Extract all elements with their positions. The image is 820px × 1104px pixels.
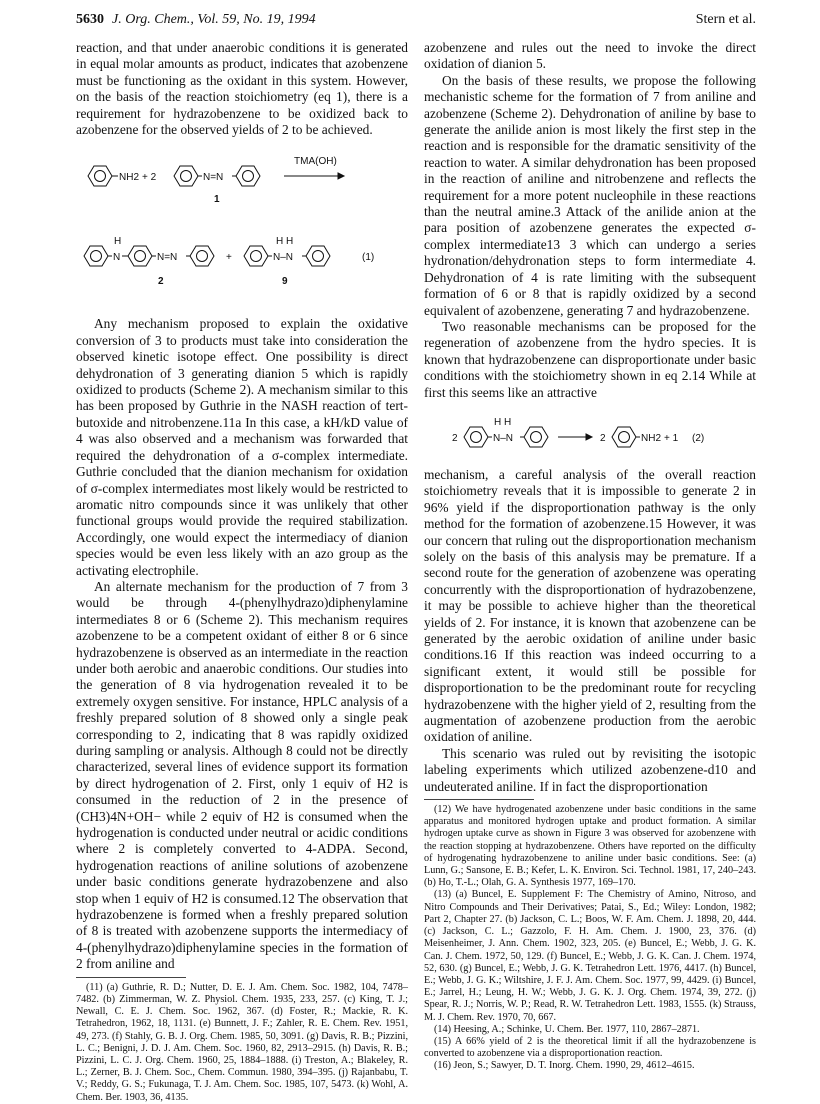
- benzene-ring-2c: [190, 246, 214, 266]
- right-paragraph-2: On the basis of these results, we propose the following mechanistic scheme for the formation of 7 from aniline and azobenzene (Scheme 2). Dehydronation of aniline by base to generate the anilide anion is most likely the first step in the reaction and is responsible for the dramatic sensitivity of the reaction to water. A similar dehydronation has been proposed in the reaction of aniline and nitrobenzene and reflects the requirement for a more potent nucleophile in these reactions than the neutral amine.3 Attack of the anilide anion at the para position of azobenzene generates the expected σ-complex intermediate13 3 which can undergo a series hydronation/dehydronation steps to form intermediate 4. Dehydronation of 4 is rate limiting with the subsequent formation of 6 or 8 that is rapidly oxidized by a second equivalent of azobenzene, generating 7 and hydrazobenzene.: [424, 72, 756, 318]
- reaction-scheme-eq1: [76, 146, 408, 306]
- azo-label-2: N=N: [157, 252, 178, 264]
- footnote-12: (12) We have hydrogenated azobenzene under basic conditions in the same apparatus and monitored hydrogen uptake and product formation. A similar hydrogen uptake curve as shown in Figure 3 was observed for azobenzene with the reaction stopping at hydrazobenzene. Others have reported on the difficulty of hydrogenating hydrazobenzene to aniline under basic conditions. See: (a) Lunn, G.; Sansone, E. B.; Kefer, L. K. Environ. Sci. Technol. 1981, 17, 240–243. (b) Ho, T.-L.; Olah, G. A. Synthesis 1977, 169–170.: [424, 804, 756, 889]
- amine-h-label: H: [114, 236, 122, 248]
- eq2-nn-label: N–N: [493, 432, 514, 444]
- footnote-15: (15) A 66% yield of 2 is the theoretical limit if all the hydrazobenzene is converted to azobenzene via a disproportionation reaction.: [424, 1035, 756, 1060]
- benzene-ring-hydrazo-a: [464, 427, 488, 447]
- benzene-ring-aniline-product: [612, 427, 636, 447]
- compound-2-label: 2: [158, 276, 164, 288]
- right-paragraph-3: Two reasonable mechanisms can be proposed for the regeneration of azobenzene from the hydro species. It is known that hydrazobenzene can disproportionate under basic conditions with the stoichiometry shown in eq 2.14 While at first this seems like an attractive: [424, 318, 756, 400]
- amine-n-label: N: [113, 252, 121, 264]
- benzene-ring-2b: [128, 246, 152, 266]
- footnote-rule-right: [424, 799, 534, 800]
- eq2-left-coefficient: 2: [452, 432, 458, 444]
- footnote-13: (13) (a) Buncel, E. Supplement F: The Chemistry of Amino, Nitroso, and Nitro Compounds and Their Derivatives; Patai, S., Ed.; Wiley: London, 1982; Part 2, Chapter 27. (b) Jackson, C. L.; Boos, W. F. Am. Chem. J. 1898, 20, 444. (c) Jackson, C. L.; Gazzolo, F. H. Am. Chem. J. 1900, 23, 376. (d) Meisenheimer, J. Ann. Chem. 1902, 323, 205. (e) Buncel, E.; Webb, J. G. K. Can. J. Chem. 1972, 50, 129. (f) Buncel, E.; Webb, J. G. K. Can. J. Chem. 1974, 52, 630. (g) Buncel, E.; Webb, J. G. K. Tetrahedron Lett. 1976, 4417. (h) Buncel, E.; Webb, J. G. K.; Wiltshire, J. F. J. Am. Chem. Soc. 1977, 99, 4429. (i) Buncel, E.; Jarrel, H.; Leung, H. W.; Webb, J. G. K. J. Org. Chem. 1974, 39, 272. (j) Spear, R. J.; Norris, W. P.; Read, R. W. Tetrahedron Lett. 1983, 1555. (k) Strauss, M. J. Chem. Rev. 1970, 70, 667.: [424, 889, 756, 1023]
- right-paragraph-1: azobenzene and rules out the need to invoke the direct oxidation of dianion 5.: [424, 40, 756, 72]
- left-footnotes: [76, 982, 408, 1104]
- footnote-14: (14) Heesing, A.; Schinke, U. Chem. Ber. 1977, 110, 2867–2871.: [434, 1023, 700, 1035]
- reagent-label: TMA(OH): [294, 156, 337, 168]
- eq2-h-labels: H H: [494, 416, 512, 428]
- equation-1-number: (1): [362, 252, 375, 264]
- nh2-label: NH2: [119, 172, 140, 184]
- plus-sign: +: [226, 252, 232, 264]
- footnote-rule-left: [76, 977, 186, 978]
- benzene-ring-2a: [84, 246, 108, 266]
- left-paragraph-1: reaction, and that under anaerobic conditions it is generated in equal molar amounts as product, indicates that azobenzene must be functioning as the oxidant in this system. However, on the basis of the reaction stoichiometry (eq 1), there is a requirement for hydrazobenzene to be oxidized back to azobenzene for the observed yields of 2 to be achieved.: [76, 40, 408, 138]
- azo-label: N=N: [203, 172, 224, 184]
- left-column: [76, 40, 408, 1104]
- benzene-ring-9b: [306, 246, 330, 266]
- compound-1-label: 1: [214, 194, 220, 206]
- right-column: [424, 40, 756, 1073]
- benzene-ring-9a: [244, 246, 268, 266]
- eq2-structure-drawing: [424, 409, 756, 459]
- left-paragraph-3: An alternate mechanism for the production of 7 from 3 would be through 4-(phenylhydrazo)diphenylamine intermediates 8 or 6 (Scheme 2). This mechanism requires azobenzene to be a competent oxidant of either 8 or 6 since hydrazobenzene is observed as an intermediate in the reaction under both aerobic and anaerobic conditions. Our studies into the generation of 8 via hydrogenation revealed it to be extremely oxygen sensitive. For instance, HPLC analysis of a freshly prepared solution of 8 showed only a single peak corresponding to 2, indicating that 8 was rapidly oxidized during sampling or analysis. Although 8 could not be directly characterized, several lines of evidence support its formation by direct hydrogenation of 2. First, only 1 equiv of H2 is consumed in the reduction of 2 in the presence of (CH3)4N+OH− while 2 equiv of H2 is consumed when the hydrogenation is conducted under neutral or acidic conditions where 2 is completely converted to 4-ADPA. Second, hydrogenation reactions of aniline solutions of azobenzene under basic conditions generate hydrazobenzene and also stop when 1 equiv of H2 is consumed.12 The observation that hydrazobenzene is formed when a freshly prepared solution of 8 is treated with azobenzene supports the intermediacy of 4-(phenylhydrazo)diphenylamine species in the formation of 2 from aniline and: [76, 578, 408, 972]
- hydrazo-h-label: H H: [276, 236, 294, 248]
- eq1-structure-drawing: [76, 146, 408, 306]
- running-authors: Stern et al.: [695, 12, 756, 27]
- benzene-ring-aniline: [88, 166, 112, 186]
- eq2-plus-one: + 1: [664, 432, 679, 444]
- footnote-11: (11) (a) Guthrie, R. D.; Nutter, D. E. J. Am. Chem. Soc. 1982, 104, 7478–7482. (b) Zimmerman, W. Z. Physiol. Chem. 1935, 233, 257. (c) King, T. J.; Newall, C. E. J. Chem. Soc. 1962, 367. (d) Foster, R.; Mackie, R. K. Tetrahedron, 1962, 18, 1131. (e) Bunnett, J. F.; Zahler, R. E. Chem. Rev. 1951, 49, 273. (f) Stahly, G. B. J. Org. Chem. 1985, 50, 3091. (g) Davis, R. B.; Pizzini, L. C.; Benigni, J. D. J. Am. Chem. Soc. 1960, 82, 2913–2915. (h) Davis, R. B.; Pizzini, L. C. J. Org. Chem. 1960, 25, 1884–1888. (i) Treston, A.; Blakeley, R. L.; Zerner, B. J. Chem. Soc., Chem. Commun. 1980, 394–395. (j) Rajanbabu, T. V.; Reddy, G. S.; Fukunaga, T. J. Am. Chem. Soc. 1985, 107, 5473. (k) Wohl, A. Chem. Ber. 1903, 36, 4135.: [76, 981, 408, 1103]
- eq2-right-coefficient: 2: [600, 432, 606, 444]
- right-footnotes: [424, 804, 756, 1072]
- equation-2: [424, 409, 756, 459]
- eq2-nh2-label: NH2: [641, 432, 662, 444]
- benzene-ring-azo-b: [236, 166, 260, 186]
- journal-citation: J. Org. Chem., Vol. 59, No. 19, 1994: [112, 12, 316, 27]
- equation-2-number: (2): [692, 432, 705, 444]
- running-header: [76, 12, 756, 34]
- compound-9-label: 9: [282, 276, 288, 288]
- footnote-16: (16) Jeon, S.; Sawyer, D. T. Inorg. Chem. 1990, 29, 4612–4615.: [434, 1060, 695, 1072]
- left-paragraph-2: Any mechanism proposed to explain the oxidative conversion of 3 to products must take into consideration the observed kinetic isotope effect. One possibility is direct dehydronation of 3 generating dianion 5 which is rapidly oxidized to products (Scheme 2). A mechanism similar to this has been proposed by Guthrie in the NASH reaction of tert-butoxide and nitrobenzene.11a In this case, a kH/kD value of 4 was also observed and a mechanism was forwarded that required the dehydronation of a σ-complex intermediate. Guthrie concluded that the dianion mechanism for oxidation of σ-complex intermediates most likely would be restricted to aromatic nitro compounds since it was unlikely that other functional groups would provide the required stabilization. Accordingly, one would expect the intermediacy of dianion species would be even less likely with an azo group as the activating electrophile.: [76, 316, 408, 578]
- plus-coefficient: + 2: [142, 172, 157, 184]
- right-paragraph-4: mechanism, a careful analysis of the overall reaction stoichiometry reveals that it is impossible to generate 2 in 96% yield if the disproportionation pathway is the only method for the formation of azobenzene.15 However, it was our concern that ruling out the disproportionation mechanism solely on the basis of this analysis may be premature. If a second route for the generation of azobenzene was operating concurrently with the disproportionation of hydrazobenzene, it may be possible to achieve higher than the theoretical yields of 2. For instance, it is known that azobenzene can be generated by the aerobic oxidation of aniline under basic conditions.16 If this reaction was indeed occurring to a significant extent, it would still be possible for disproportionation to be the predominant route for recycling hydrazobenzene with the higher yield of 2, resulting from the augmentation of azobenzene production from the aerobic oxidation of aniline.: [424, 466, 756, 745]
- hydrazo-n-label: N–N: [273, 252, 294, 264]
- right-paragraph-5: This scenario was ruled out by revisiting the isotopic labeling experiments which utilized azobenzene-d10 and undeuterated aniline. If in fact the disproportionation: [424, 745, 756, 794]
- benzene-ring-azo-a: [174, 166, 198, 186]
- benzene-ring-hydrazo-b: [524, 427, 548, 447]
- page-number: 5630: [76, 12, 104, 27]
